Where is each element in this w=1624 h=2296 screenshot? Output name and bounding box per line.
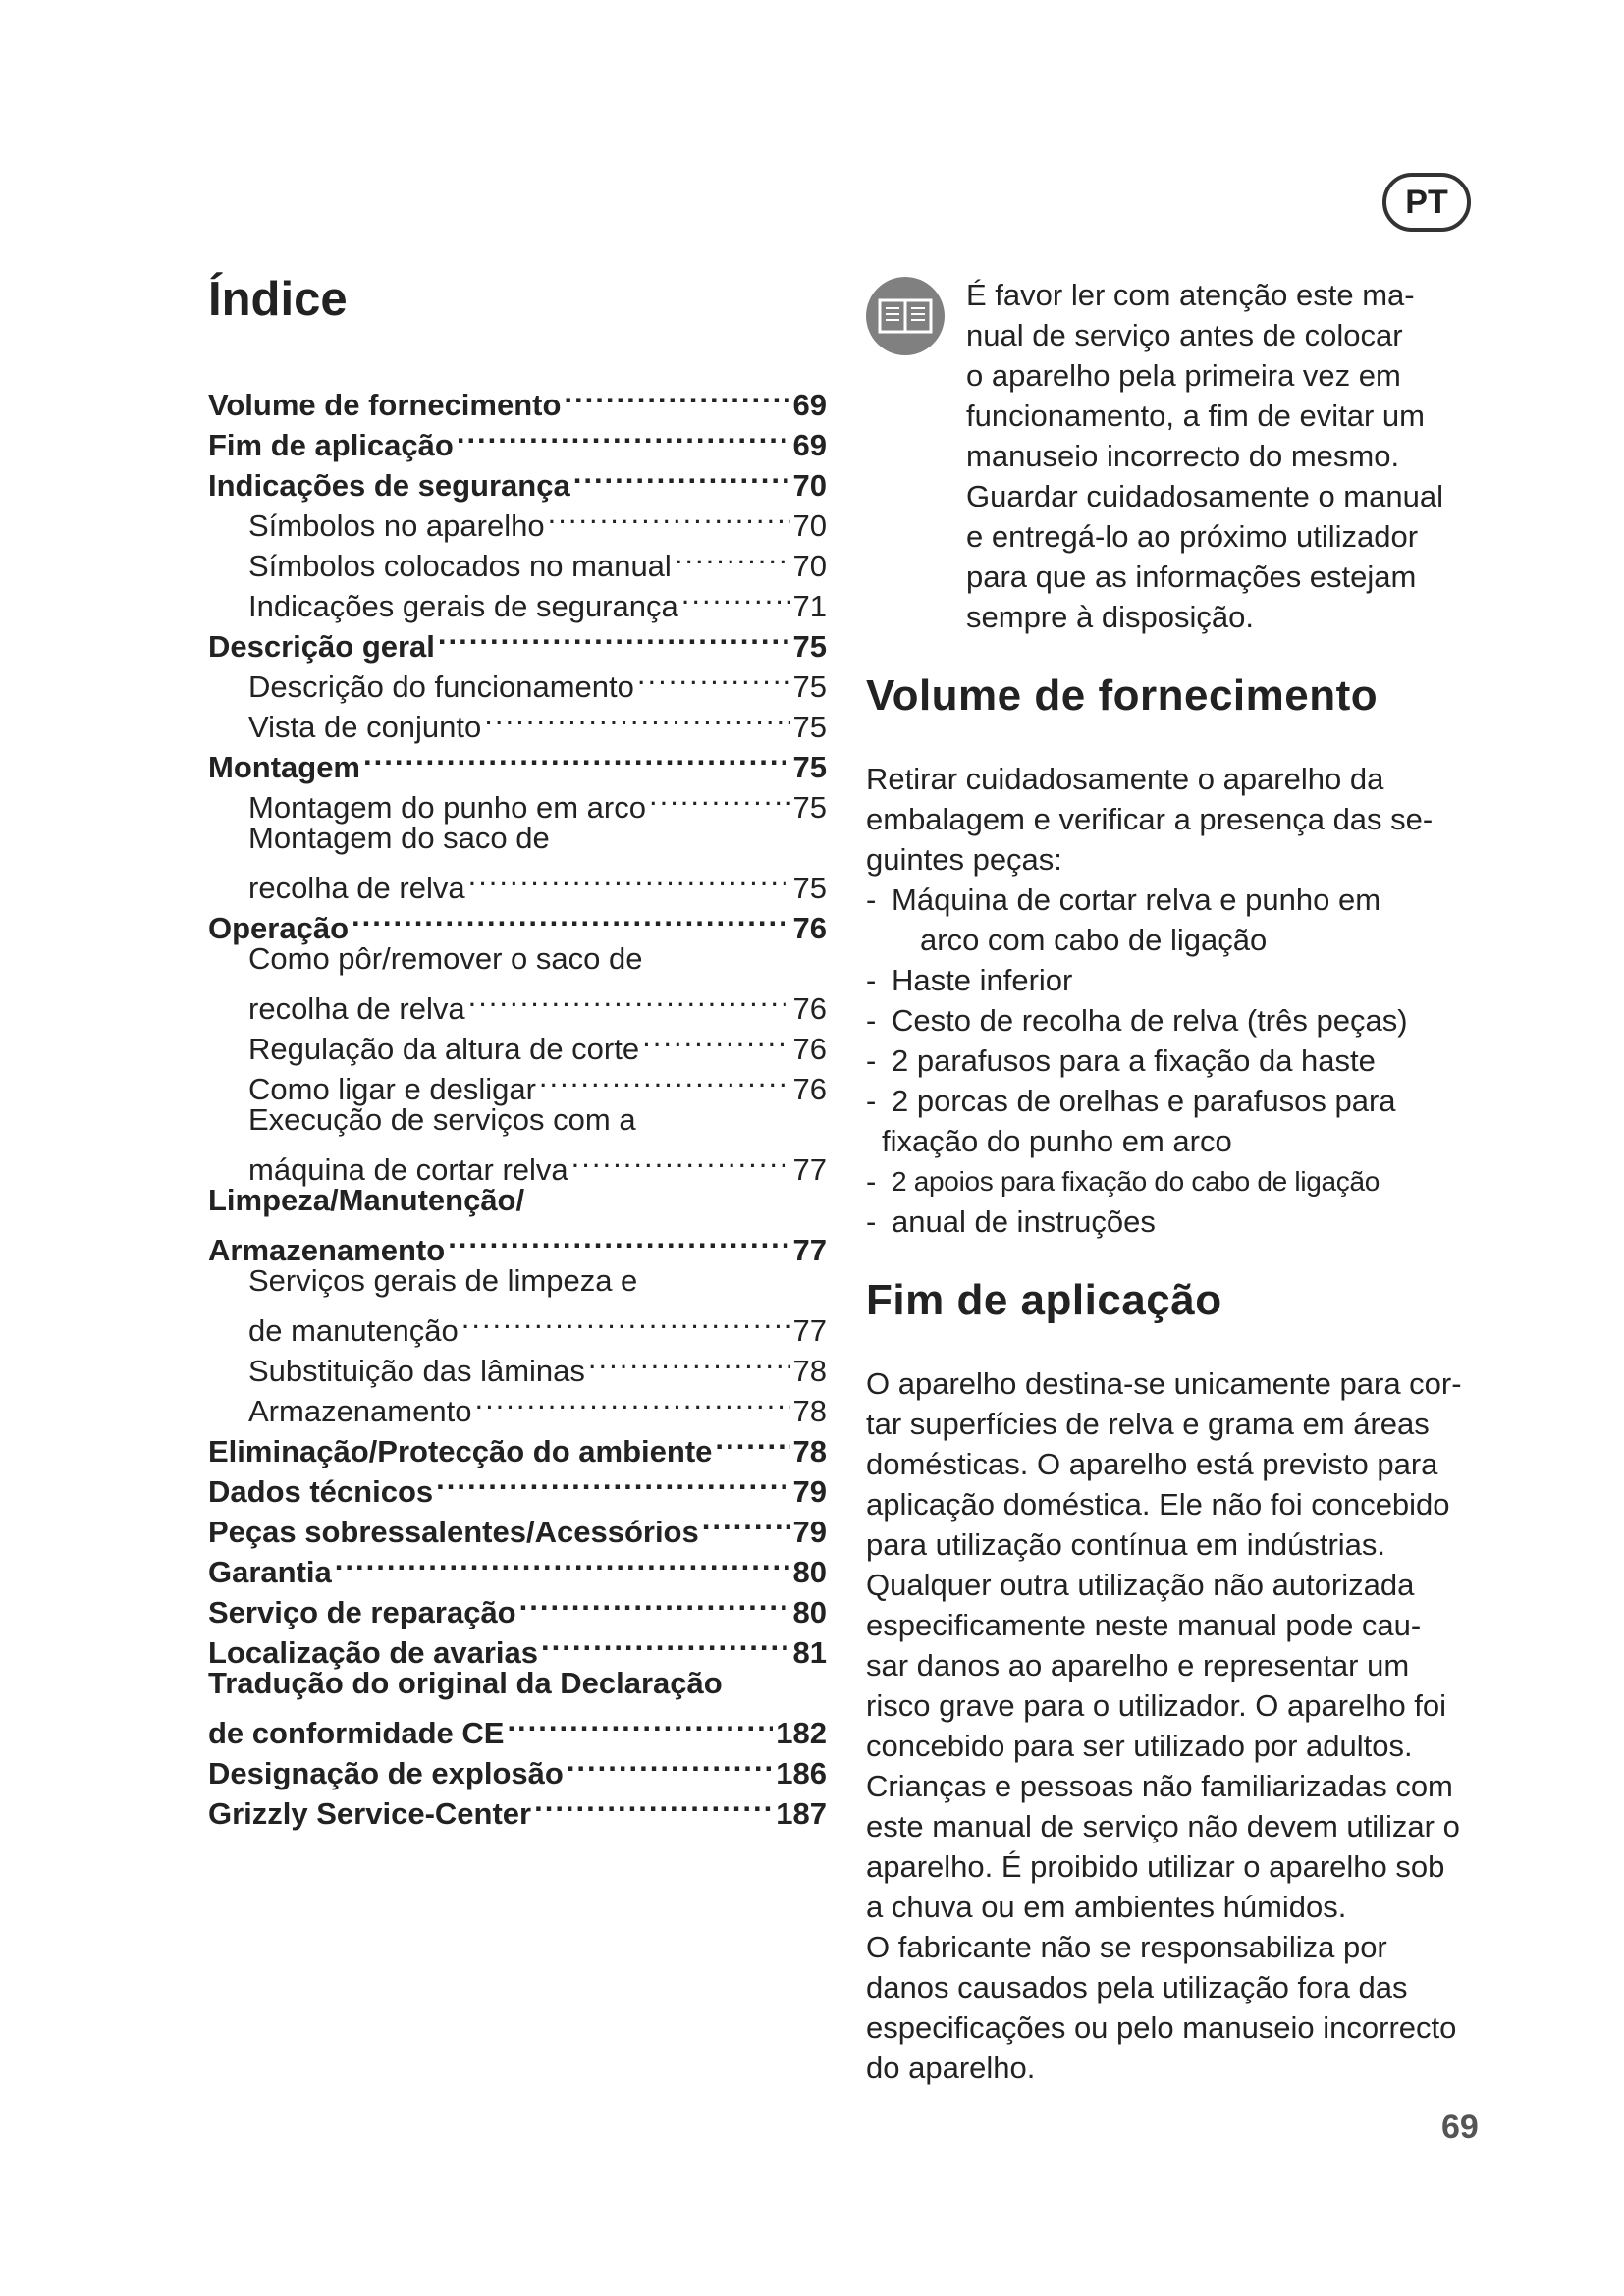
toc-leader-dots — [363, 737, 790, 777]
toc-entry-text: Montagem do punho em arco — [248, 790, 646, 825]
list-item-text: fixação do punho em arco — [882, 1124, 1232, 1158]
volume-intro-line: Retirar cuidadosamente o aparelho da — [866, 762, 1384, 796]
list-item — [866, 880, 1504, 920]
toc-leader-dots — [637, 657, 790, 697]
toc-leader-dots — [519, 1582, 790, 1623]
toc-page-number: 79 — [792, 1474, 827, 1509]
toc-leader-dots — [573, 455, 790, 496]
book-icon — [866, 277, 945, 355]
toc-page-number: 78 — [792, 1394, 827, 1428]
notice-line: sempre à disposição. — [966, 600, 1254, 634]
toc-page-number: 77 — [792, 1313, 827, 1348]
toc-page-number: 75 — [792, 871, 827, 905]
notice-line: manuseio incorrecto do mesmo. — [966, 439, 1400, 473]
toc-page-number: 79 — [792, 1515, 827, 1549]
toc-page-number: 76 — [792, 1032, 827, 1066]
toc-page-number: 187 — [776, 1796, 827, 1831]
purpose-line: do aparelho. — [866, 2051, 1036, 2085]
right-column — [866, 275, 1504, 2088]
purpose-line: este manual de serviço não devem utilizar o — [866, 1809, 1460, 1843]
list-item-text: arco com cabo de ligação — [920, 923, 1268, 957]
list-dash: - — [866, 963, 877, 997]
purpose-text — [866, 1363, 1504, 2088]
toc-page-number: 77 — [792, 1233, 827, 1267]
purpose-line: a chuva ou em ambientes húmidos. — [866, 1890, 1347, 1924]
list-item — [866, 1201, 1504, 1242]
toc-leader-dots — [457, 415, 790, 455]
toc-entry-text: Peças sobressalentes/Acessórios — [208, 1515, 699, 1549]
toc-entry-text: Substituição das lâminas — [248, 1354, 585, 1388]
toc-leader-dots — [335, 1542, 790, 1582]
volume-intro-line: guintes peças: — [866, 842, 1062, 877]
toc-leader-dots — [642, 1019, 789, 1059]
toc-leader-dots — [702, 1502, 790, 1542]
purpose-line: aparelho. É proibido utilizar o aparelho sob — [866, 1849, 1445, 1884]
table-of-contents — [208, 265, 827, 1831]
toc-leader-dots — [564, 375, 789, 415]
toc-page-number: 70 — [792, 508, 827, 543]
toc-entry-text: máquina de cortar relva — [248, 1152, 568, 1187]
toc-entry-text: recolha de relva — [248, 991, 465, 1026]
toc-entry-text: Regulação da altura de corte — [248, 1032, 640, 1066]
toc-entry-text: Dados técnicos — [208, 1474, 434, 1509]
list-item-text: Máquina de cortar relva e punho em — [892, 882, 1381, 917]
toc-entry-text: Garantia — [208, 1555, 332, 1589]
page-number: 69 — [1441, 2109, 1479, 2146]
toc-entry-text: Grizzly Service-Center — [208, 1796, 532, 1831]
list-item — [866, 920, 1504, 960]
toc-page-number: 76 — [792, 1072, 827, 1106]
toc-leader-dots — [649, 777, 790, 818]
toc-entry-text: Volume de fornecimento — [208, 388, 562, 422]
toc-entry-text: Eliminação/Protecção do ambiente — [208, 1434, 713, 1468]
purpose-line: Qualquer outra utilização não autorizada — [866, 1568, 1415, 1602]
toc-page-number: 75 — [792, 629, 827, 664]
notice-line: o aparelho pela primeira vez em — [966, 358, 1401, 393]
toc-entry — [208, 858, 827, 905]
language-badge: PT — [1382, 173, 1471, 232]
toc-entry-text: Indicações de segurança — [208, 468, 570, 503]
toc-entry-text: Indicações gerais de segurança — [248, 589, 678, 623]
toc-page-number: 76 — [792, 991, 827, 1026]
toc-leader-dots — [539, 1059, 790, 1099]
list-dash: - — [866, 1084, 877, 1118]
volume-intro — [866, 759, 1504, 880]
notice-line: para que as informações estejam — [966, 560, 1417, 594]
list-item-text: 2 porcas de orelhas e parafusos para — [892, 1084, 1396, 1118]
list-dash: - — [866, 1043, 877, 1078]
toc-entry-text: de conformidade CE — [208, 1716, 505, 1750]
list-dash: - — [866, 882, 877, 917]
toc-leader-dots — [474, 1381, 789, 1421]
toc-entry-text: Tradução do original da Declaração — [208, 1666, 723, 1700]
toc-page-number: 81 — [792, 1635, 827, 1670]
list-dash: - — [866, 1003, 877, 1038]
list-dash — [866, 1121, 882, 1161]
purpose-line: O fabricante não se responsabiliza por — [866, 1930, 1387, 1964]
toc-page-number: 78 — [792, 1354, 827, 1388]
toc-page-number: 186 — [776, 1756, 827, 1790]
notice-text — [966, 275, 1504, 637]
toc-entry — [208, 375, 827, 422]
volume-list — [866, 880, 1504, 1242]
purpose-line: tar superfícies de relva e grama em áreas — [866, 1407, 1430, 1441]
list-item — [866, 1000, 1504, 1041]
toc-entry-text: Montagem — [208, 750, 360, 784]
list-item — [866, 1041, 1504, 1081]
list-item — [866, 1161, 1504, 1201]
list-item-text: 2 apoios para fixação do cabo de ligação — [892, 1166, 1380, 1197]
list-dash: - — [866, 1164, 877, 1199]
purpose-line: domésticas. O aparelho está previsto para — [866, 1447, 1438, 1481]
toc-entry-text: Fim de aplicação — [208, 428, 454, 462]
list-item-text: anual de instruções — [892, 1204, 1156, 1239]
toc-entry-text: Armazenamento — [208, 1233, 446, 1267]
toc-entry-text: Serviços gerais de limpeza e — [248, 1263, 638, 1298]
toc-page-number: 80 — [792, 1595, 827, 1629]
toc-page-number: 75 — [792, 669, 827, 704]
list-item-text: Cesto de recolha de relva (três peças) — [892, 1003, 1408, 1038]
purpose-line: concebido para ser utilizado por adultos. — [866, 1729, 1413, 1763]
purpose-line: risco grave para o utilizador. O aparelho foi — [866, 1688, 1447, 1723]
list-item — [866, 1121, 1504, 1161]
toc-page-number: 69 — [792, 388, 827, 422]
purpose-line: Crianças e pessoas não familiarizadas com — [866, 1769, 1453, 1803]
toc-page-number: 76 — [792, 911, 827, 945]
list-dash: - — [866, 1204, 877, 1239]
toc-entry-text: Como ligar e desligar — [248, 1072, 536, 1106]
toc-page-number: 75 — [792, 750, 827, 784]
toc-page-number: 182 — [776, 1716, 827, 1750]
toc-entry-text: de manutenção — [248, 1313, 459, 1348]
toc-entry-text: Execução de serviços com a — [248, 1102, 636, 1137]
toc-entry-text: recolha de relva — [248, 871, 465, 905]
toc-leader-dots — [507, 1703, 773, 1743]
toc-entry-text: Montagem do saco de — [248, 821, 550, 855]
toc-entry — [208, 1140, 827, 1187]
toc-entry-text: Designação de explosão — [208, 1756, 564, 1790]
toc-leader-dots — [436, 1462, 789, 1502]
toc-entry-text: Símbolos colocados no manual — [248, 549, 672, 583]
toc-page-number: 69 — [792, 428, 827, 462]
toc-page-number: 71 — [792, 589, 827, 623]
section-title-purpose: Fim de aplicação — [866, 1276, 1222, 1324]
toc-entry-text: Armazenamento — [248, 1394, 472, 1428]
toc-entry-text: Descrição do funcionamento — [248, 669, 634, 704]
toc-page-number: 78 — [792, 1434, 827, 1468]
notice-line: nual de serviço antes de colocar — [966, 318, 1403, 352]
toc-leader-dots — [352, 898, 790, 938]
purpose-line: aplicação doméstica. Ele não foi concebido — [866, 1487, 1450, 1522]
toc-entry-text: Operação — [208, 911, 350, 945]
list-dash — [866, 920, 920, 960]
purpose-line: especificações ou pelo manuseio incorrecto — [866, 2010, 1457, 2045]
toc-entry — [208, 1220, 827, 1267]
purpose-line: O aparelho destina-se unicamente para cor- — [866, 1366, 1462, 1401]
purpose-line: sar danos ao aparelho e representar um — [866, 1648, 1410, 1682]
notice-line: funcionamento, a fim de evitar um — [966, 399, 1425, 433]
toc-entry-text: Símbolos no aparelho — [248, 508, 545, 543]
toc-page-number: 77 — [792, 1152, 827, 1187]
purpose-line: danos causados pela utilização fora das — [866, 1970, 1408, 2004]
toc-title: Índice — [208, 273, 348, 326]
toc-leader-dots — [571, 1140, 790, 1180]
toc-page-number: 75 — [792, 790, 827, 825]
toc-entry-text: Vista de conjunto — [248, 710, 482, 744]
toc-page-number: 70 — [792, 549, 827, 583]
toc-leader-dots — [567, 1743, 773, 1784]
list-item — [866, 1081, 1504, 1121]
toc-leader-dots — [588, 1341, 790, 1381]
toc-leader-dots — [438, 616, 790, 657]
toc-leader-dots — [548, 496, 790, 536]
toc-list — [208, 375, 827, 1831]
toc-entry-text: Serviço de reparação — [208, 1595, 516, 1629]
toc-entry — [208, 979, 827, 1026]
purpose-line: para utilização contínua em indústrias. — [866, 1527, 1386, 1562]
notice-line: Guardar cuidadosamente o manual — [966, 479, 1443, 513]
toc-leader-dots — [468, 979, 790, 1019]
notice-line: e entregá-lo ao próximo utilizador — [966, 519, 1419, 554]
purpose-line: especificamente neste manual pode cau- — [866, 1608, 1422, 1642]
toc-entry-text: Descrição geral — [208, 629, 435, 664]
toc-leader-dots — [541, 1623, 789, 1663]
toc-entry-text: Como pôr/remover o saco de — [248, 941, 643, 976]
toc-leader-dots — [468, 858, 790, 898]
list-item-text: Haste inferior — [892, 963, 1073, 997]
toc-entry-text: Limpeza/Manutenção/ — [208, 1183, 525, 1217]
toc-leader-dots — [461, 1301, 790, 1341]
toc-leader-dots — [484, 697, 789, 737]
toc-leader-dots — [681, 576, 790, 616]
toc-leader-dots — [715, 1421, 789, 1462]
toc-entry — [208, 1301, 827, 1348]
toc-leader-dots — [675, 536, 790, 576]
toc-page-number: 70 — [792, 468, 827, 503]
toc-leader-dots — [534, 1784, 773, 1824]
toc-leader-dots — [448, 1220, 789, 1260]
toc-page-number: 80 — [792, 1555, 827, 1589]
list-item-text: 2 parafusos para a fixação da haste — [892, 1043, 1376, 1078]
toc-entry — [208, 1703, 827, 1750]
toc-page-number: 75 — [792, 710, 827, 744]
list-item — [866, 960, 1504, 1000]
section-title-volume: Volume de fornecimento — [866, 671, 1379, 720]
volume-intro-line: embalagem e verificar a presença das se- — [866, 802, 1434, 836]
notice-line: É favor ler com atenção este ma- — [966, 278, 1415, 312]
toc-entry-text: Localização de avarias — [208, 1635, 539, 1670]
read-manual-notice — [866, 275, 1504, 637]
